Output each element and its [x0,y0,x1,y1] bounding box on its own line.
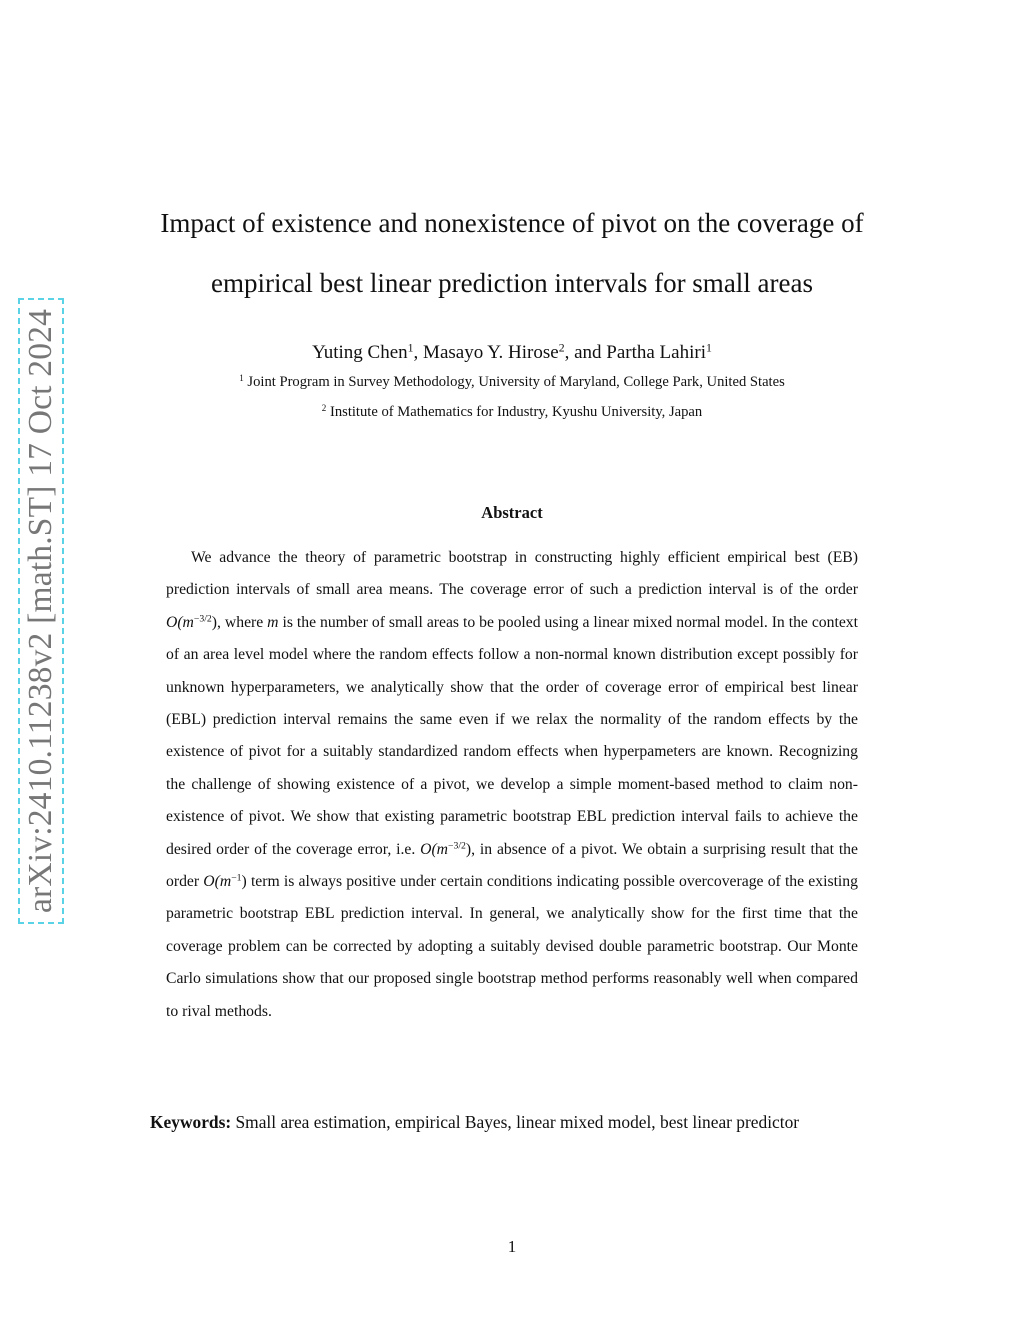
abstract-heading: Abstract [481,503,543,522]
math-expression: O(m [203,873,232,891]
abstract-text: ) term is always positive under certain conditions indicating possible overcoverage of the existing parametric bootstrap EBL prediction interval. In general, we analytically show for the first time that the coverage problem can be corrected by adopting a suitably devised double parametric bootstrap. Our Monte Carlo simulations show that our proposed single bootstrap method performs reasonably well when compared to rival methods. [166,873,858,1020]
affiliation-number: 1 [239,373,244,384]
math-exponent: −3/2 [193,613,212,625]
page-number: 1 [507,1237,517,1256]
author-name: Partha Lahiri [606,342,706,363]
keywords-label: Keywords: [150,1112,232,1132]
author-separator: , and [564,342,607,363]
abstract-text: We advance the theory of parametric bootstrap in constructing highly efficient empirical best (EB) prediction intervals of small area means. The coverage error of such a prediction interval is of the order [166,549,858,599]
abstract-body [166,542,858,1028]
affiliation-text: Institute of Mathematics for Industry, Kyushu University, Japan [329,404,703,420]
affiliation-text: Joint Program in Survey Methodology, University of Maryland, College Park, United States [247,374,785,390]
math-expression: O(m [420,840,449,858]
author-affiliation-mark: 1 [705,341,712,355]
arxiv-identifier-text: arXiv:2410.11238v2 [math.ST] 17 Oct 2024 [22,308,60,914]
author-name: Yuting Chen [312,342,408,363]
keywords-text: Small area estimation, empirical Bayes, linear mixed model, best linear predictor [235,1112,800,1132]
author-affiliation-mark: 1 [407,341,414,355]
author-list [0,342,1024,364]
math-variable: m [267,613,279,631]
affiliation-number: 2 [321,403,327,414]
paper-title-line-1: Impact of existence and nonexistence of pivot on the coverage of [160,208,864,238]
paper-title-line-2: empirical best linear prediction intervals for small areas [210,268,813,298]
abstract-text: ), where [211,613,268,631]
arxiv-identifier-stamp [18,298,64,924]
keywords-line [150,1112,799,1133]
math-exponent: −1 [231,872,242,884]
author-separator: , [413,342,424,363]
affiliation-2 [0,404,1024,421]
math-exponent: −3/2 [448,840,466,852]
affiliation-1 [0,374,1024,391]
abstract-text: ), in absence of a pivot. We obtain a surprising result that the order [166,840,858,891]
math-expression: O(m [166,613,194,631]
author-affiliation-mark: 2 [558,341,565,355]
author-name: Masayo Y. Hirose [423,342,559,363]
abstract-text: is the number of small areas to be pooled using a linear mixed normal model. In the context of an area level model where the random effects follow a non-normal known distribution except possibly for unknown hyperparameters, we analytically show that the order of coverage error of empirical best linear (EBL) prediction interval remains the same even if we relax the normality of the random effects by the existence of pivot for a suitably standardized random effects when hyperpameters are known. Recognizing the challenge of showing existence of a pivot, we develop a simple moment-based method to claim non-existence of pivot. We show that existing parametric bootstrap EBL prediction interval fails to achieve the desired order of the coverage error, i.e. [166,613,858,858]
